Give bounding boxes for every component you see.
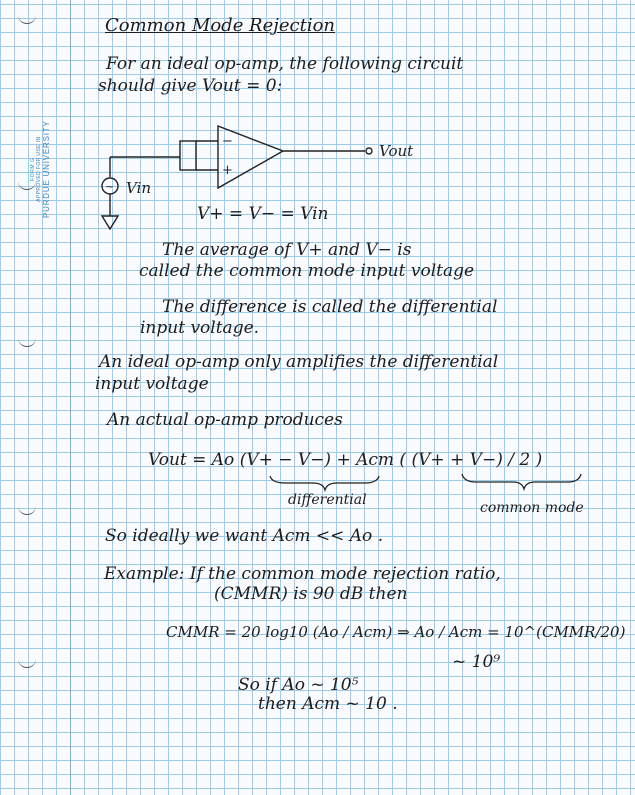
common-mode-line-2: called the common mode input voltage	[139, 261, 475, 281]
ideal-op-amp-line-2: input voltage	[95, 374, 209, 394]
example-line-2: (CMMR) is 90 dB then	[214, 584, 408, 604]
common-mode-line-1: The average of V+ and V− is	[162, 240, 412, 260]
differential-line-1: The difference is called the differential	[162, 297, 498, 317]
ideal-op-amp-line-1: An ideal op-amp only amplifies the differential	[99, 352, 499, 372]
differential-label: differential	[288, 492, 367, 508]
intro-line-1: For an ideal op-amp, the following circuit	[106, 54, 464, 74]
output-equation: Vout = Ao (V+ − V−) + Acm ( (V+ + V−) / 2 )	[148, 450, 543, 470]
gain-assumption-line: So if Ao ~ 10⁵	[238, 675, 359, 695]
noninverting-input-sign: +	[222, 163, 233, 178]
imprint-university: PURDUE UNIVERSITY	[42, 120, 51, 218]
inverting-input-sign: −	[222, 134, 233, 149]
intro-line-2: should give Vout = 0:	[98, 76, 283, 96]
imprint-approved: APPROVED FOR USE IN	[36, 136, 42, 202]
ideally-line: So ideally we want Acm << Ao .	[105, 526, 384, 546]
example-line-1: Example: If the common mode rejection ratio,	[104, 564, 501, 584]
ratio-approximation: ~ 10⁹	[452, 652, 501, 672]
actual-op-amp-line: An actual op-amp produces	[107, 410, 343, 430]
cmmr-formula: CMMR = 20 log10 (Ao / Acm) ⇒ Ao / Acm = 10^(CMMR/20)	[166, 623, 626, 641]
common-mode-label: common mode	[480, 500, 584, 516]
equality-line: V+ = V− = Vin	[197, 204, 329, 224]
common-mode-gain-result: then Acm ~ 10 .	[258, 694, 398, 714]
differential-brace	[270, 476, 379, 490]
vin-label: Vin	[126, 179, 152, 197]
differential-line-2: input voltage.	[140, 318, 260, 338]
common-mode-brace	[462, 474, 581, 489]
page-title: Common Mode Rejection	[105, 15, 336, 36]
imprint-form: FORM G	[30, 157, 36, 181]
ac-source-glyph: ~	[105, 180, 115, 193]
vout-label: Vout	[379, 142, 414, 160]
